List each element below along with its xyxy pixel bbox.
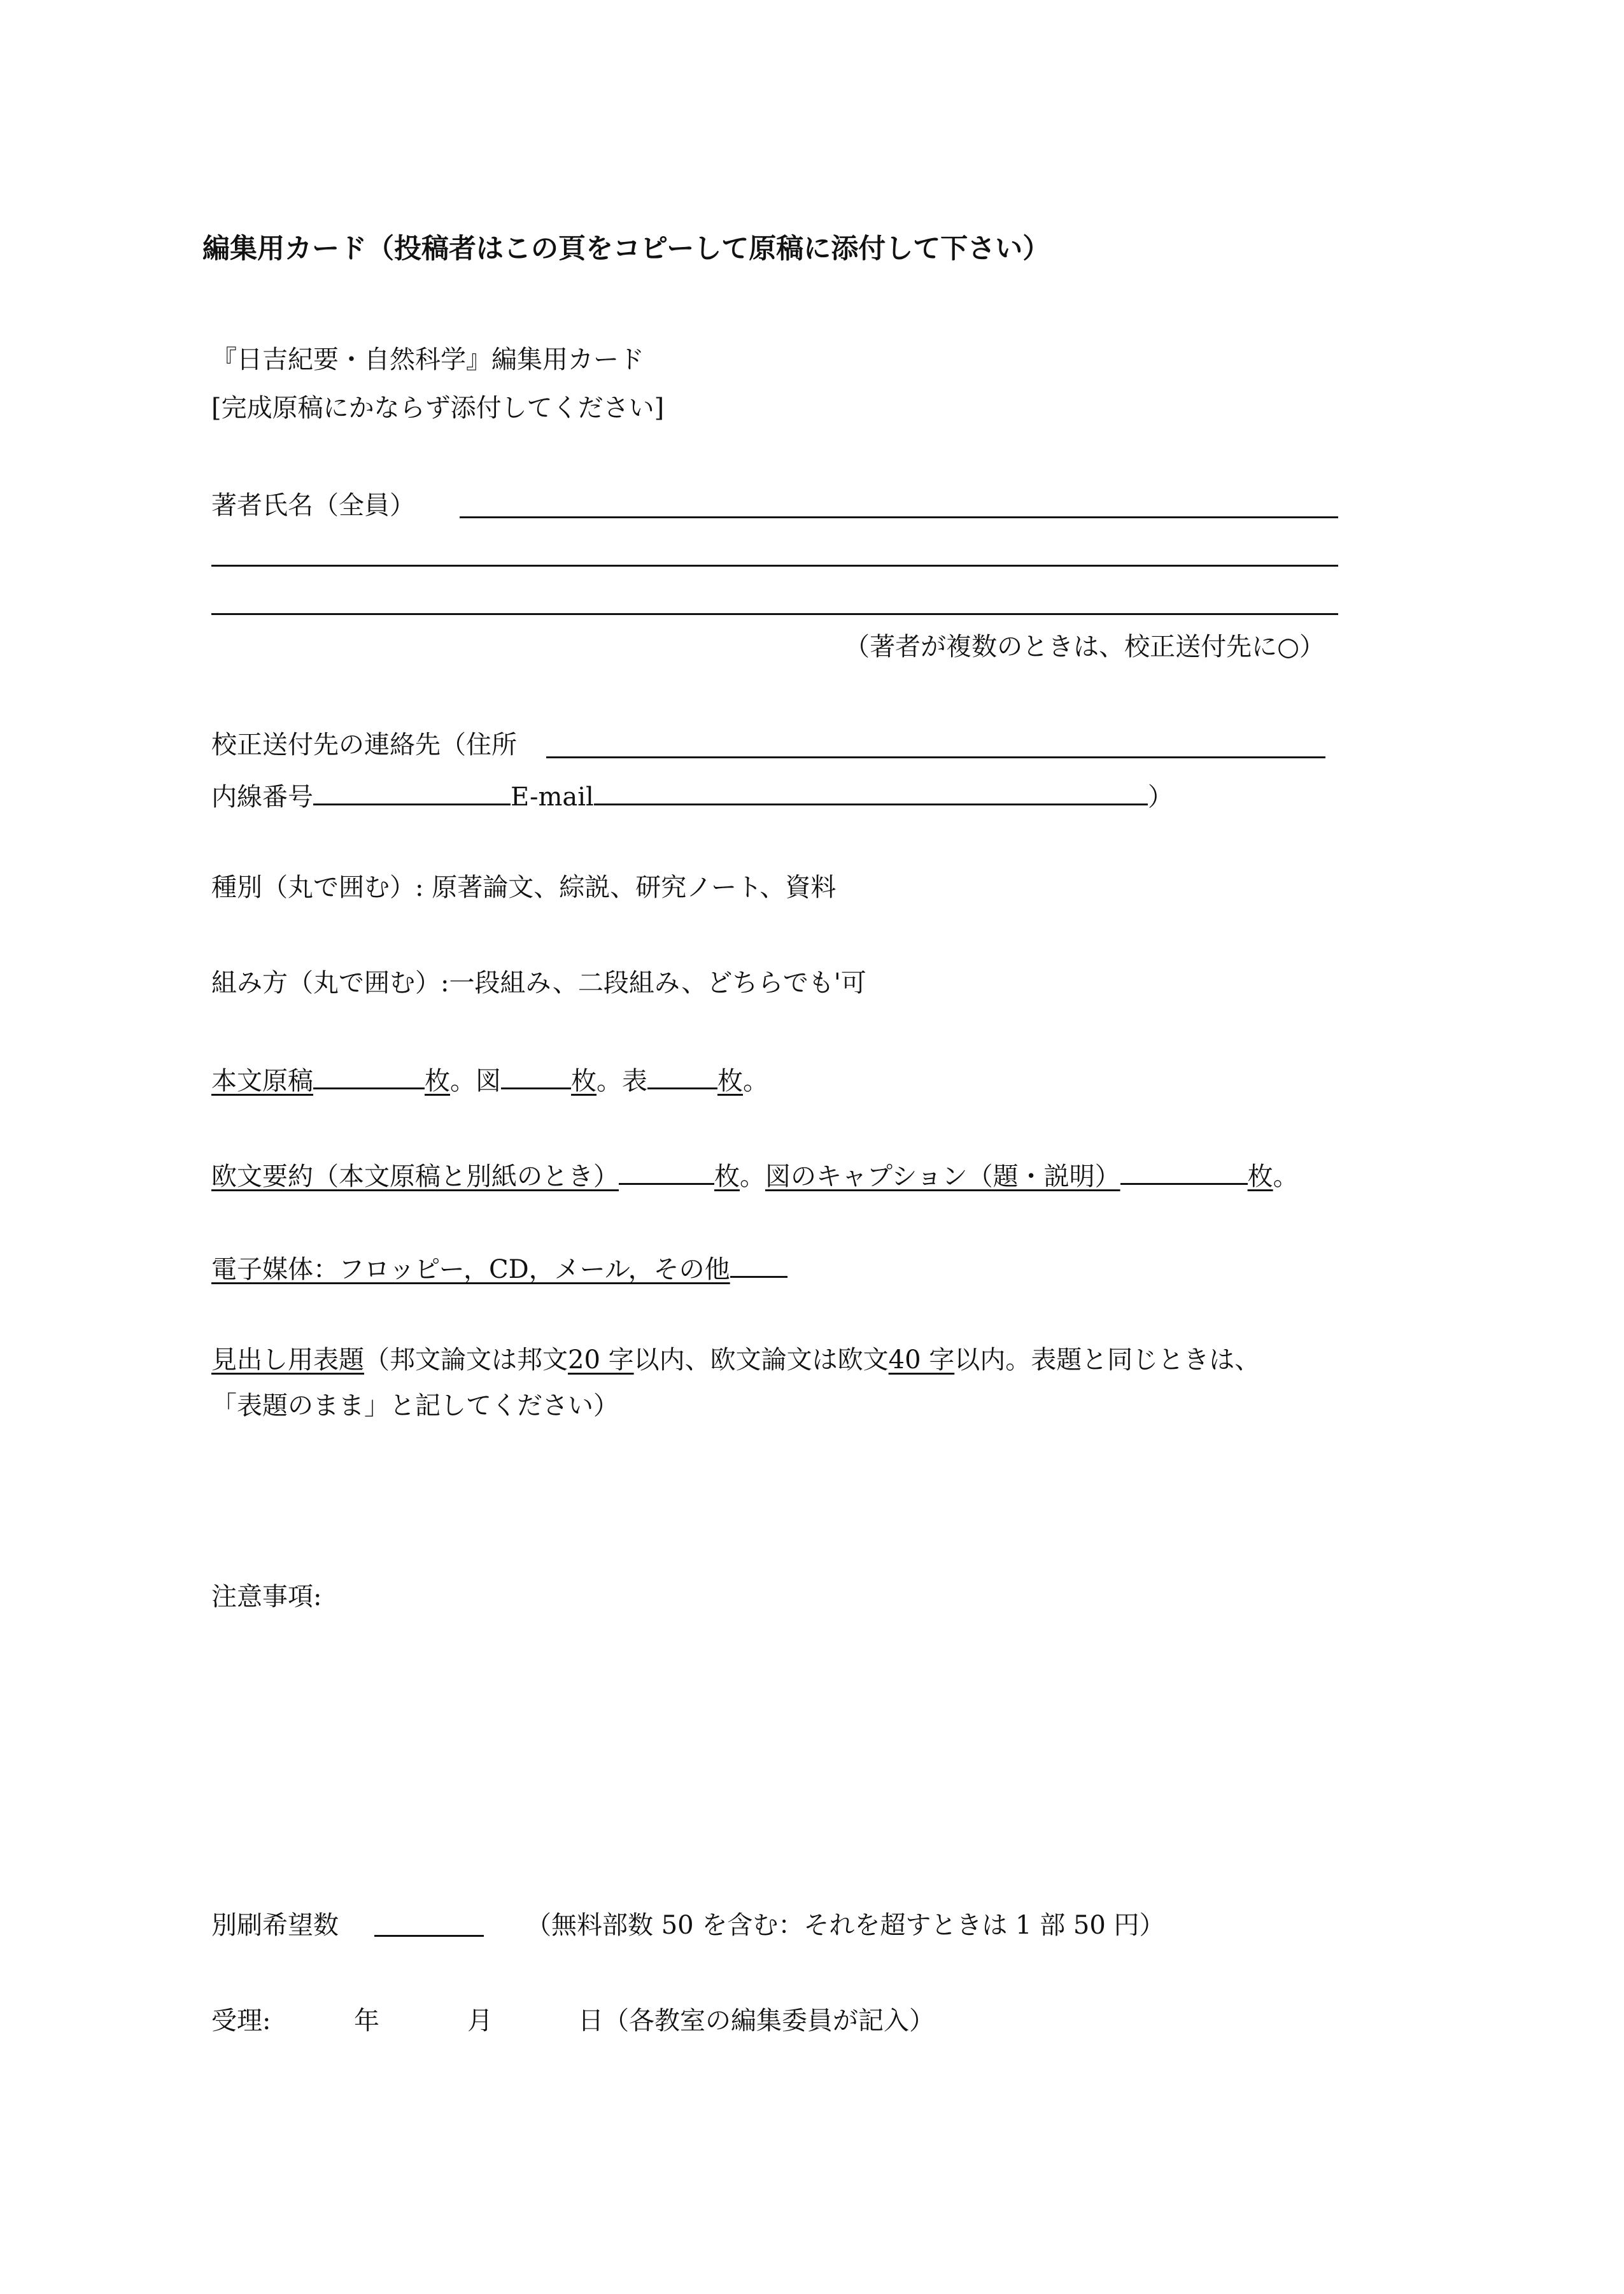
authors-note: （著者が複数のときは、校正送付先に○） bbox=[844, 632, 1325, 662]
heading-text-3: 以内。表題と同じときは、 bbox=[954, 1345, 1260, 1375]
period: 。 bbox=[740, 1162, 765, 1191]
sheets-unit: 枚 bbox=[1247, 1162, 1273, 1191]
heading-label: 見出し用表題 bbox=[211, 1345, 364, 1375]
heading-limit-1: 20 字 bbox=[568, 1345, 634, 1375]
authors-label: 著者氏名（全員） bbox=[211, 491, 415, 520]
heading-line-1 bbox=[211, 1345, 1260, 1375]
media-line bbox=[211, 1250, 787, 1285]
extension-field[interactable] bbox=[313, 778, 511, 805]
sheets-unit: 枚 bbox=[571, 1066, 597, 1096]
page-counts-line bbox=[211, 1062, 768, 1096]
figure-count-field[interactable] bbox=[501, 1062, 571, 1089]
figure-label: 図 bbox=[476, 1066, 501, 1096]
authors-field-line-3[interactable] bbox=[211, 613, 1338, 615]
contact-close: ） bbox=[1147, 782, 1173, 812]
period: 。 bbox=[1273, 1162, 1299, 1191]
period: 。 bbox=[743, 1066, 768, 1096]
table-label: 表 bbox=[622, 1066, 647, 1096]
received-year: 年 bbox=[354, 2006, 379, 2036]
reprints-note: （無料部数 50 を含む：それを超すときは 1 部 50 円） bbox=[526, 1911, 1165, 1940]
media-other-field[interactable] bbox=[730, 1250, 787, 1278]
heading-line-2: 「表題のまま」と記してください） bbox=[211, 1391, 619, 1420]
abstract-count-field[interactable] bbox=[619, 1158, 714, 1185]
article-type-line: 種別（丸で囲む）: 原著論文、綜説、研究ノート、資料 bbox=[211, 873, 837, 902]
heading-text-1: （邦文論文は邦文 bbox=[364, 1345, 568, 1375]
address-field-line[interactable] bbox=[546, 756, 1325, 758]
contact-address-label: 校正送付先の連絡先（住所 bbox=[211, 730, 517, 760]
heading-limit-2: 40 字 bbox=[888, 1345, 955, 1375]
abstract-label: 欧文要約（本文原稿と別紙のとき） bbox=[211, 1162, 619, 1191]
authors-field-line-2[interactable] bbox=[211, 565, 1338, 567]
email-label: E-mail bbox=[511, 782, 594, 812]
received-label: 受理: bbox=[211, 2006, 271, 2036]
notes-label: 注意事項: bbox=[211, 1582, 322, 1611]
authors-field-line-1[interactable] bbox=[460, 516, 1338, 518]
layout-line: 組み方（丸で囲む）:一段組み、二段組み、どちらでも'可 bbox=[211, 968, 866, 998]
reprints-label: 別刷希望数 bbox=[211, 1911, 339, 1940]
reprints-field[interactable] bbox=[374, 1935, 484, 1937]
body-count-field[interactable] bbox=[313, 1062, 425, 1089]
sheets-unit: 枚 bbox=[425, 1066, 450, 1096]
body-manuscript-label: 本文原稿 bbox=[211, 1066, 313, 1096]
email-field[interactable] bbox=[594, 778, 1148, 805]
abstract-line bbox=[211, 1158, 1299, 1192]
contact-line-2 bbox=[211, 778, 1173, 812]
caption-label: 図のキャプション（題・説明） bbox=[765, 1162, 1120, 1191]
page-title: 編集用カード（投稿者はこの頁をコピーして原稿に添付して下さい） bbox=[202, 233, 1050, 265]
media-label: 電子媒体：フロッピー，CD，メール，その他 bbox=[211, 1255, 730, 1284]
card-note: [完成原稿にかならず添付してください] bbox=[211, 393, 665, 423]
received-month: 月 bbox=[467, 2006, 493, 2036]
sheets-unit: 枚 bbox=[714, 1162, 740, 1191]
table-count-field[interactable] bbox=[647, 1062, 717, 1089]
caption-count-field[interactable] bbox=[1120, 1158, 1248, 1185]
period: 。 bbox=[450, 1066, 476, 1096]
heading-text-2: 以内、欧文論文は欧文 bbox=[633, 1345, 889, 1375]
period: 。 bbox=[597, 1066, 622, 1096]
received-day-note: 日（各教室の編集委員が記入） bbox=[578, 2006, 935, 2036]
extension-label: 内線番号 bbox=[211, 782, 313, 812]
card-name: 『日吉紀要・自然科学』編集用カード bbox=[211, 345, 644, 374]
sheets-unit: 枚 bbox=[717, 1066, 743, 1096]
